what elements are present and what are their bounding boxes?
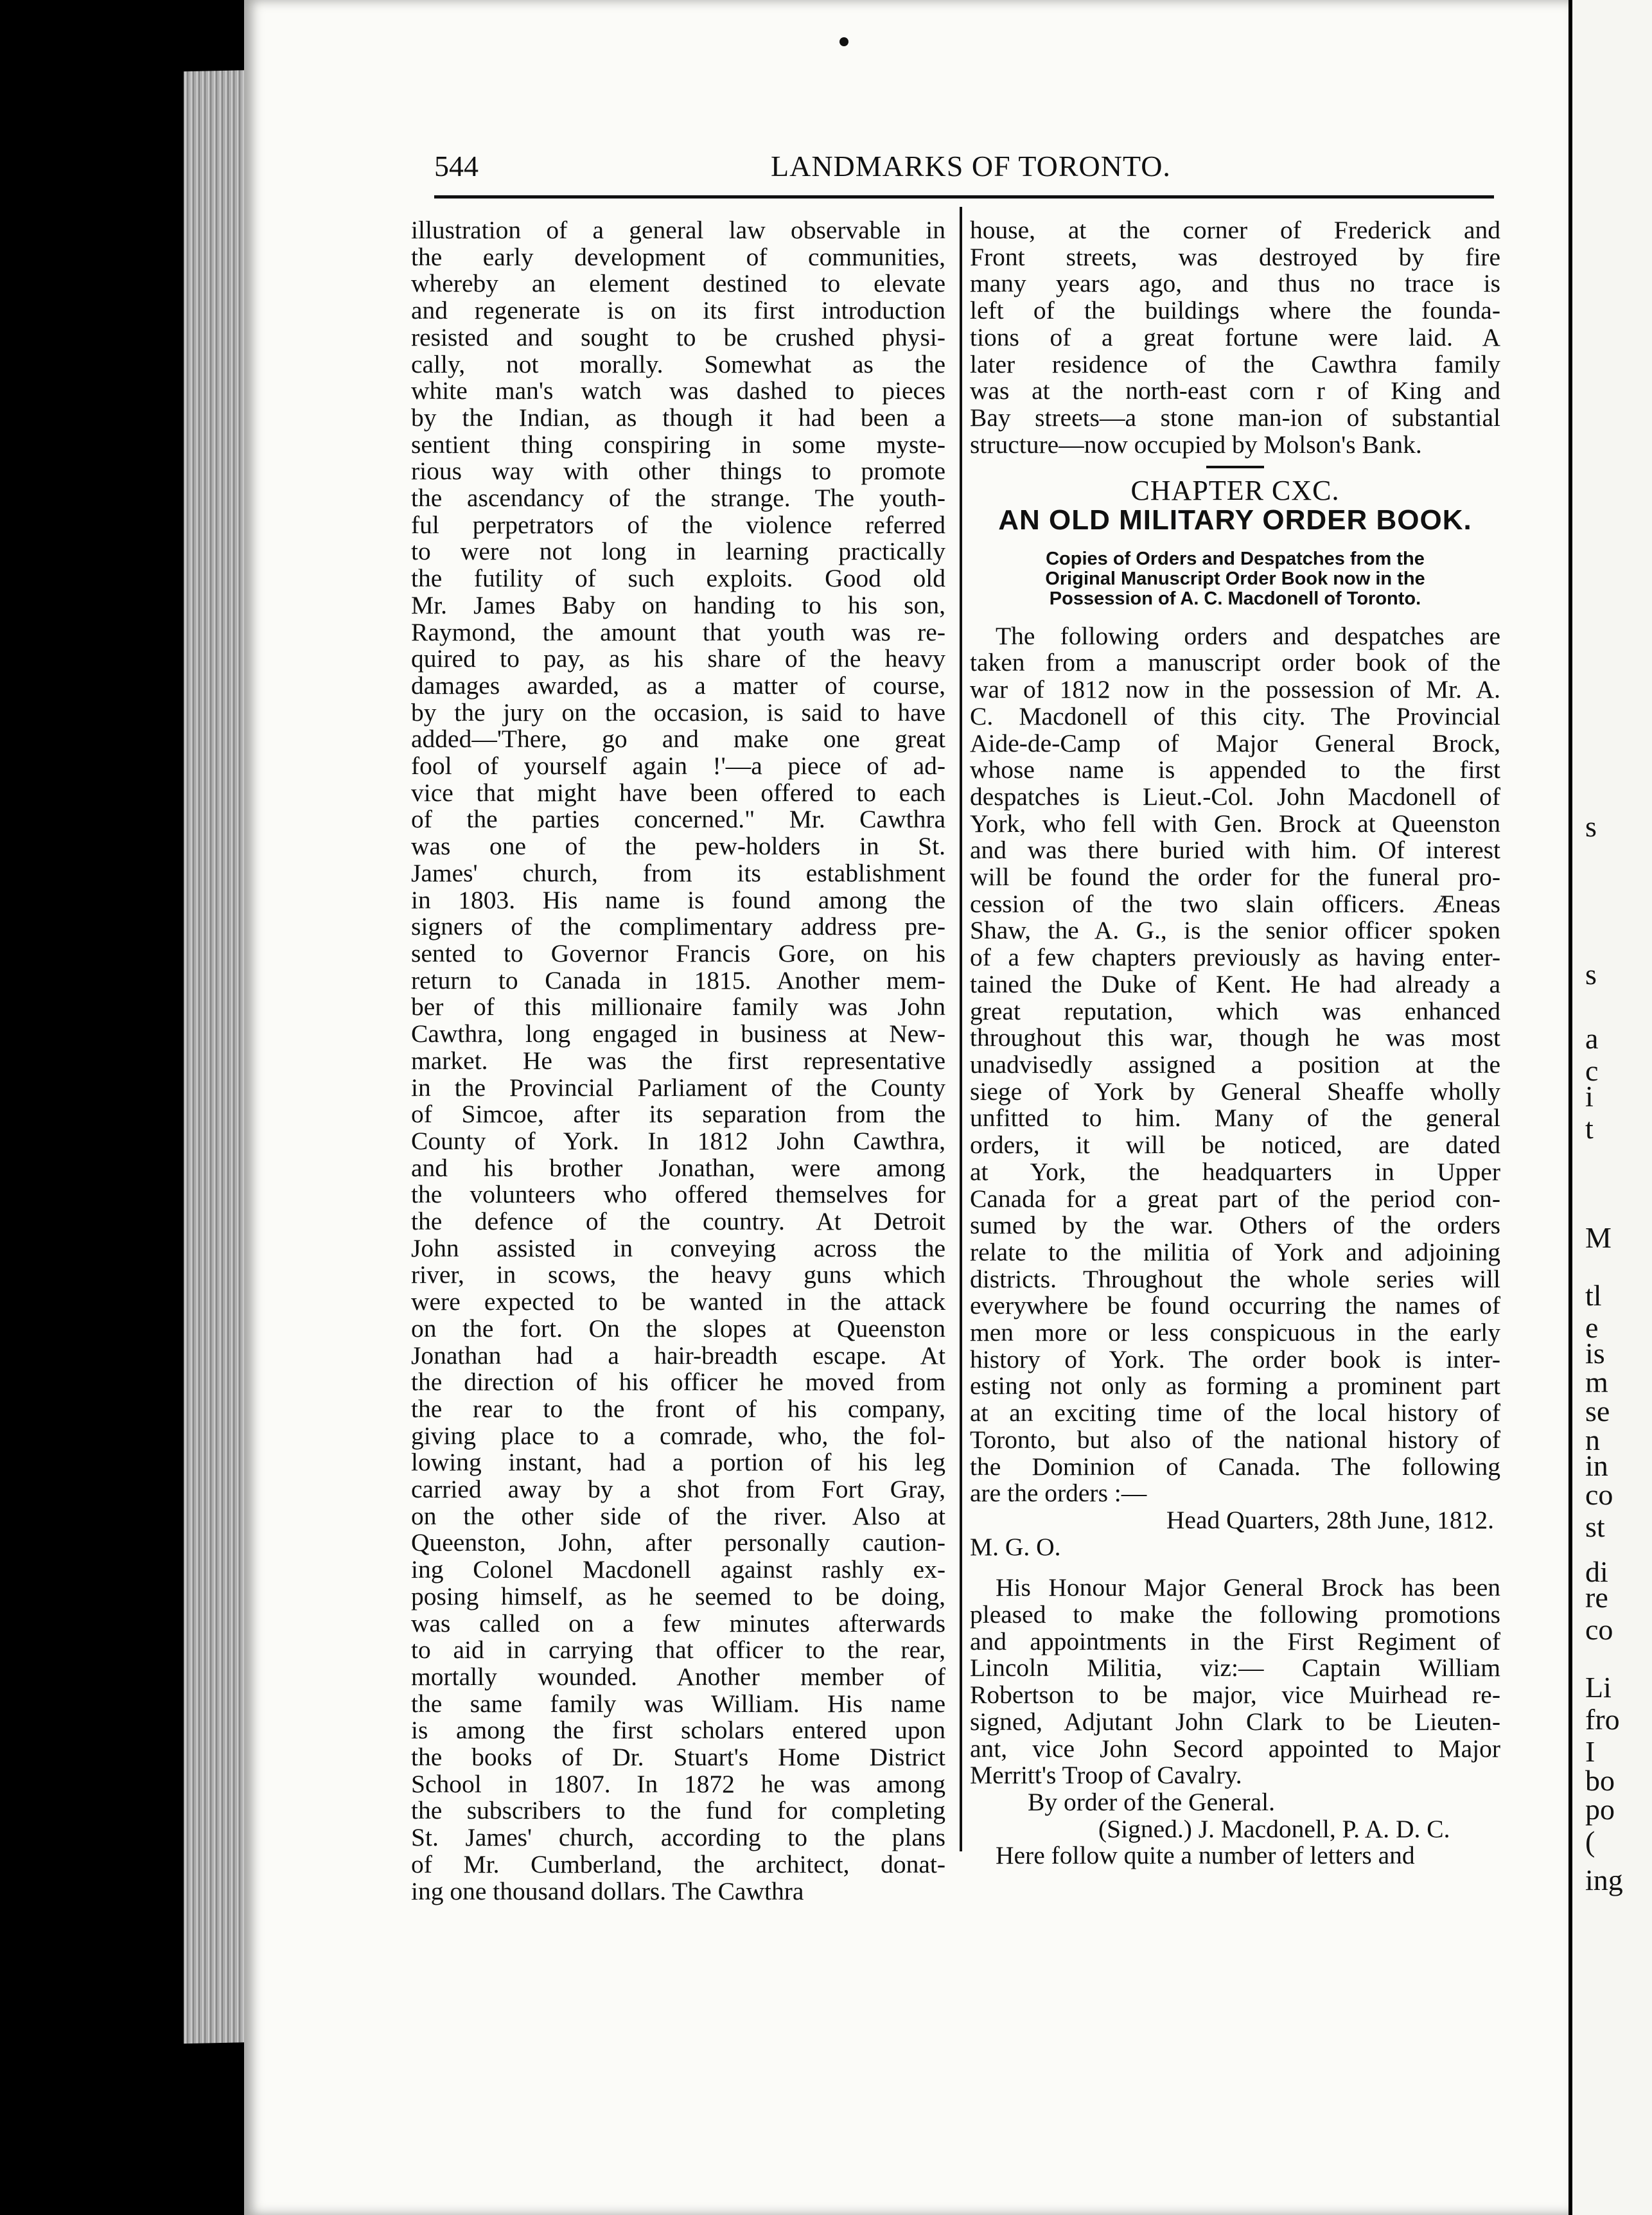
body-line: left of the buildings where the founda-	[970, 296, 1500, 325]
facing-page-fragment: di	[1585, 1555, 1608, 1588]
right-column	[970, 217, 1500, 1869]
body-line: history of York. The order book is inter-	[970, 1345, 1500, 1373]
body-line: structure—now occupied by Molson's Bank.	[970, 430, 1422, 459]
intro-line: Copies of Orders and Despatches from the	[1046, 548, 1425, 569]
body-line: School in 1807. In 1872 he was among	[411, 1769, 945, 1798]
body-line: many years ago, and thus no trace is	[970, 269, 1500, 298]
body-line: resisted and sought to be crushed physi-	[411, 322, 945, 351]
facing-page-fragment: e	[1585, 1311, 1599, 1344]
order-line: His Honour Major General Brock has been	[996, 1573, 1500, 1602]
by-order-line: By order of the General.	[1028, 1787, 1275, 1816]
facing-page-fragment: in	[1585, 1449, 1608, 1482]
facing-page-fragment: I	[1585, 1735, 1595, 1768]
body-line: sumed by the war. Others of the orders	[970, 1211, 1500, 1240]
facing-page-fragment: i	[1585, 1080, 1594, 1113]
body-line: orders, it will be noticed, are dated	[970, 1131, 1500, 1160]
body-line: James' church, from its establishment	[411, 858, 945, 887]
order-label: M. G. O.	[970, 1532, 1061, 1561]
body-line: fool of yourself again !'—a piece of ad-	[411, 752, 945, 781]
body-line: Bay streets—a stone man-ion of substantial	[970, 403, 1500, 432]
facing-page-fragment: ing	[1585, 1864, 1623, 1896]
body-line: despatches is Lieut.-Col. John Macdonell of	[970, 782, 1500, 811]
body-line: Front streets, was destroyed by fire	[970, 242, 1500, 271]
body-line: added—'There, go and make one great	[411, 725, 945, 754]
order-line: and appointments in the First Regiment of	[970, 1627, 1500, 1655]
facing-page-fragment: po	[1585, 1793, 1615, 1826]
body-line: to aid in carrying that officer to the rear,	[411, 1636, 945, 1664]
body-line: C. Macdonell of this city. The Provincial	[970, 702, 1500, 730]
body-line: ful perpetrators of the violence referred	[411, 510, 945, 539]
facing-page-fragment: co	[1585, 1478, 1613, 1511]
body-line: the ascendancy of the strange. The youth-	[411, 484, 945, 513]
facing-page-fragment: (	[1585, 1825, 1595, 1858]
facing-page-fragment: bo	[1585, 1764, 1615, 1797]
facing-page-fragment: t	[1585, 1112, 1594, 1145]
body-line: great reputation, which was enhanced	[970, 996, 1500, 1025]
body-line: Jonathan had a hair-breadth escape. At	[411, 1341, 945, 1370]
body-line: and his brother Jonathan, were among	[411, 1153, 945, 1182]
facing-page-fragment: a	[1585, 1022, 1599, 1055]
body-line: rious way with other things to promote	[411, 457, 945, 486]
chapter-subtitle: AN OLD MILITARY ORDER BOOK.	[998, 504, 1472, 536]
body-line: ber of this millionaire family was John	[411, 993, 945, 1021]
column-divider	[960, 207, 962, 1851]
header-rule	[434, 195, 1494, 199]
body-line: Queenston, John, after personally caution-	[411, 1528, 945, 1557]
body-line: York, who fell with Gen. Brock at Queenston	[970, 809, 1500, 838]
body-line: Toronto, but also of the national history of	[970, 1425, 1500, 1454]
facing-page-fragment: fro	[1585, 1703, 1620, 1736]
body-line: whereby an element destined to elevate	[411, 269, 945, 298]
body-line: of Simcoe, after its separation from the	[411, 1100, 945, 1129]
body-line: men more or less conspicuous in the early	[970, 1318, 1500, 1347]
facing-page-fragment: co	[1585, 1613, 1613, 1646]
intro-line: Possession of A. C. Macdonell of Toronto.	[1049, 588, 1421, 609]
chapter-title: CHAPTER CXC.	[1130, 475, 1340, 507]
facing-page-fragment: st	[1585, 1510, 1605, 1543]
facing-page-fragment: s	[1585, 958, 1597, 991]
body-line: Cawthra, long engaged in business at New-	[411, 1019, 945, 1048]
body-line: the volunteers who offered themselves for	[411, 1180, 945, 1209]
body-line: the rear to the front of his company,	[411, 1394, 945, 1423]
body-line: districts. Throughout the whole series will	[970, 1264, 1500, 1293]
body-line: taken from a manuscript order book of the	[970, 648, 1500, 677]
chapter-body	[970, 623, 1500, 1507]
body-line: and was there buried with him. Of interest	[970, 836, 1500, 865]
body-line: on the fort. On the slopes at Queenston	[411, 1314, 945, 1343]
facing-page-strip	[1572, 0, 1652, 2215]
facing-page-fragment: c	[1585, 1054, 1599, 1087]
body-line: the same family was William. His name	[411, 1689, 945, 1718]
order-line: pleased to make the following promotions	[970, 1600, 1500, 1629]
body-line: cession of the two slain officers. Æneas	[970, 889, 1500, 918]
body-line: in the Provincial Parliament of the County	[411, 1073, 945, 1102]
body-line: the Dominion of Canada. The following	[970, 1452, 1500, 1481]
body-line: is among the first scholars entered upon	[411, 1716, 945, 1745]
order-line: Merritt's Troop of Cavalry.	[970, 1761, 1242, 1790]
closing-line: Here follow quite a number of letters and	[996, 1841, 1415, 1870]
signature-line: (Signed.) J. Macdonell, P. A. D. C.	[1098, 1814, 1450, 1843]
body-line: cally, not morally. Somewhat as the	[411, 349, 945, 378]
body-line: relate to the militia of York and adjoining	[970, 1237, 1500, 1266]
body-line: carried away by a shot from Fort Gray,	[411, 1475, 945, 1504]
body-line: sentient thing conspiring in some myste-	[411, 430, 945, 459]
body-line: market. He was the first representative	[411, 1046, 945, 1075]
body-line: river, in scows, the heavy guns which	[411, 1260, 945, 1289]
body-line: sented to Governor Francis Gore, on his	[411, 939, 945, 967]
body-line: esting not only as forming a prominent part	[970, 1372, 1500, 1400]
body-line: everywhere be found occurring the names of	[970, 1291, 1500, 1320]
dateline: Head Quarters, 28th June, 1812.	[1166, 1505, 1494, 1534]
section-separator	[1206, 466, 1264, 468]
body-line: in 1803. His name is found among the	[411, 885, 945, 914]
page-header	[434, 149, 1494, 188]
left-column	[411, 217, 945, 1905]
body-line: of Mr. Cumberland, the architect, donat-	[411, 1849, 945, 1878]
body-line: Aide-de-Camp of Major General Brock,	[970, 728, 1500, 757]
facing-page-fragment: tl	[1585, 1279, 1602, 1312]
body-line: white man's watch was dashed to pieces	[411, 376, 945, 405]
body-line: the early development of communities,	[411, 242, 945, 271]
body-line: damages awarded, as a matter of course,	[411, 671, 945, 700]
body-line: illustration of a general law observable in	[411, 216, 945, 244]
body-line: return to Canada in 1815. Another mem-	[411, 966, 945, 994]
body-line: later residence of the Cawthra family	[970, 349, 1500, 378]
intro-line: Original Manuscript Order Book now in the	[1045, 568, 1425, 589]
order-line: signed, Adjutant John Clark to be Lieuten-	[970, 1707, 1500, 1736]
body-line: will be found the order for the funeral pro-	[970, 863, 1500, 892]
body-line: Raymond, the amount that youth was re-	[411, 617, 945, 646]
body-line: tained the Duke of Kent. He had already a	[970, 969, 1500, 998]
facing-page-fragment: is	[1585, 1337, 1605, 1370]
facing-page-fragment: m	[1585, 1366, 1608, 1399]
running-head: LANDMARKS OF TORONTO.	[771, 150, 1171, 182]
body-line: whose name is appended to the first	[970, 755, 1500, 784]
body-line: of a few chapters previously as having enter-	[970, 943, 1500, 972]
page-number: 544	[434, 150, 479, 182]
body-line: mortally wounded. Another member of	[411, 1662, 945, 1691]
order-text	[970, 1575, 1500, 1789]
body-line: of the parties concerned." Mr. Cawthra	[411, 805, 945, 834]
body-line: quired to pay, as his share of the heavy	[411, 644, 945, 673]
body-line: Mr. James Baby on handing to his son,	[411, 590, 945, 619]
continuation-paragraph	[970, 217, 1500, 458]
body-line: the books of Dr. Stuart's Home District	[411, 1743, 945, 1772]
body-line: unfitted to him. Many of the general	[970, 1104, 1500, 1133]
facing-page-fragment: re	[1585, 1581, 1608, 1614]
body-line: ing Colonel Macdonell against rashly ex-	[411, 1555, 945, 1584]
body-line: the subscribers to the fund for completing	[411, 1796, 945, 1825]
body-line: John assisted in conveying across the	[411, 1233, 945, 1262]
body-line: house, at the corner of Frederick and	[970, 216, 1500, 244]
body-line: posing himself, as he seemed to be doing,	[411, 1582, 945, 1611]
body-line: the direction of his officer he moved from	[411, 1368, 945, 1397]
body-line: was called on a few minutes afterwards	[411, 1609, 945, 1637]
body-line: by the Indian, as though it had been a	[411, 403, 945, 432]
body-line: tions of a great fortune were laid. A	[970, 322, 1500, 351]
body-line: ing one thousand dollars. The Cawthra	[411, 1876, 804, 1905]
body-line: vice that might have been offered to each	[411, 778, 945, 807]
body-line: Shaw, the A. G., is the senior officer spoken	[970, 916, 1500, 945]
facing-page-fragment: n	[1585, 1424, 1600, 1456]
body-line: signers of the complimentary address pre-	[411, 912, 945, 941]
body-line: Canada for a great part of the period con-	[970, 1184, 1500, 1213]
body-line: and regenerate is on its first introduction	[411, 296, 945, 325]
body-line: to were not long in learning practically	[411, 537, 945, 566]
body-line: at an exciting time of the local history of	[970, 1399, 1500, 1427]
body-line: was one of the pew-holders in St.	[411, 832, 945, 861]
body-line: was at the north-east corn r of King and	[970, 376, 1500, 405]
body-line: at York, the headquarters in Upper	[970, 1157, 1500, 1186]
body-line: throughout this war, though he was most	[970, 1023, 1500, 1052]
facing-page-fragment: s	[1585, 810, 1597, 843]
body-line: lowing instant, had a portion of his leg	[411, 1448, 945, 1477]
ink-dot	[839, 37, 848, 46]
body-line: unadvisedly assigned a position at the	[970, 1050, 1500, 1079]
order-line: Lincoln Militia, viz:— Captain William	[970, 1654, 1500, 1682]
body-line: siege of York by General Sheaffe wholly	[970, 1077, 1500, 1106]
body-line: The following orders and despatches are	[996, 621, 1500, 650]
order-line: ant, vice John Secord appointed to Major	[970, 1734, 1500, 1763]
facing-page-fragment: M	[1585, 1221, 1612, 1254]
body-line: were expected to be wanted in the attack	[411, 1287, 945, 1316]
body-line: war of 1812 now in the possession of Mr. A.	[970, 675, 1500, 704]
body-line: are the orders :—	[970, 1479, 1147, 1508]
facing-page-fragment: se	[1585, 1395, 1610, 1427]
body-line: St. James' church, according to the plans	[411, 1823, 945, 1852]
body-line: the futility of such exploits. Good old	[411, 564, 945, 593]
body-line: giving place to a comrade, who, the fol-	[411, 1421, 945, 1450]
body-line: by the jury on the occasion, is said to have	[411, 698, 945, 727]
facing-page-fragment: Li	[1585, 1671, 1612, 1704]
chapter-intro	[970, 549, 1500, 609]
body-line: County of York. In 1812 John Cawthra,	[411, 1126, 945, 1155]
body-line: on the other side of the river. Also at	[411, 1501, 945, 1530]
body-line: the defence of the country. At Detroit	[411, 1207, 945, 1236]
order-line: Robertson to be major, vice Muirhead re-	[970, 1681, 1500, 1709]
